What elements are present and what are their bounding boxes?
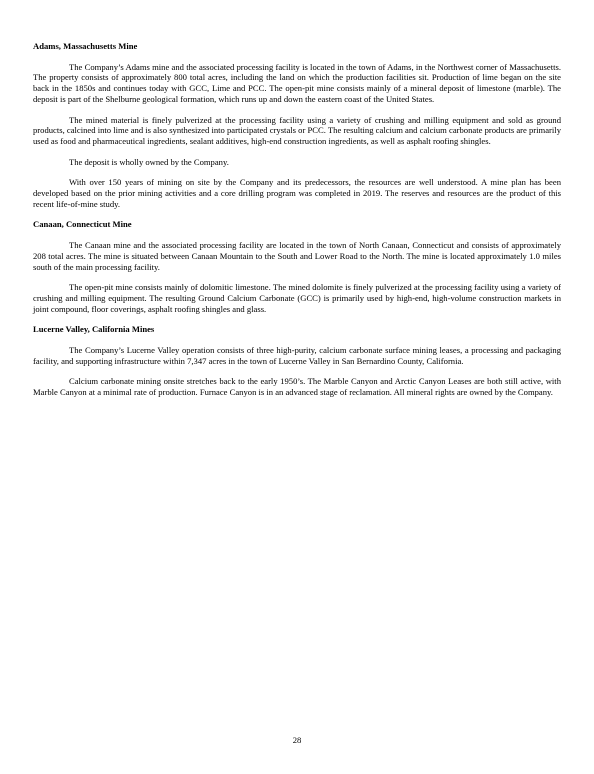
section-heading: Adams, Massachusetts Mine (33, 41, 138, 51)
page-number: 28 (292, 735, 302, 745)
section-heading: Canaan, Connecticut Mine (33, 219, 132, 230)
section-canaan-mine (33, 219, 561, 314)
section-adams-mine (33, 41, 561, 209)
paragraph: The Company’s Adams mine and the associated processing facility is located in the town of Adams, in the Northwest corner of Massachusetts. The property consists of approximately 800 total acres, including the land on which the production facilities sit. Production of lime began on the site back in the 1850s and continues today with GCC, Lime and PCC. The open-pit mine consists mainly of a mineral deposit of limestone (marble). The deposit is part of the Shelburne geological formation, which runs up and down the eastern coast of the United States. (33, 61, 561, 104)
paragraph: With over 150 years of mining on site by the Company and its predecessors, the resources are well understood. A mine plan has been developed based on the prior mining activities and a core drilling program was completed in 2019. The reserves and resources are the product of this recent life-of-mine study. (33, 177, 561, 209)
paragraph: The Company’s Lucerne Valley operation consists of three high-purity, calcium carbonate surface mining leases, a processing and packaging facility, and supporting infrastructure within 7,347 acres in the town of Lucerne Valley in San Bernardino County, California. (33, 345, 561, 366)
document-body (33, 41, 561, 408)
paragraph: The Canaan mine and the associated processing facility are located in the town of North Canaan, Connecticut and consists of approximately 208 total acres. The mine is situated between Canaan Mountain to the South and Lower Road to the North. The mine is located approximately 1.0 miles south of the main processing facility. (33, 240, 561, 272)
paragraph: The open-pit mine consists mainly of dolomitic limestone. The mined dolomite is finely pulverized at the processing facility using a variety of crushing and milling equipment. The resulting Ground Calcium Carbonate (GCC) is primarily used by high-end, high-volume construction markets in joint compound, floor coverings, asphalt roofing shingles and glass. (33, 282, 561, 314)
paragraph: Calcium carbonate mining onsite stretches back to the early 1950’s. The Marble Canyon and Arctic Canyon Leases are both still active, with Marble Canyon at a minimal rate of production. Furnace Canyon is in an advanced stage of reclamation. All mineral rights are owned by the Company. (33, 376, 561, 398)
paragraph: The mined material is finely pulverized at the processing facility using a variety of crushing and milling equipment and sold as ground products, calcined into lime and is also synthesized into participated crystals or PCC. The resulting calcium and calcium carbonate products are primarily used as food and pharmaceutical ingredients, sealant additives, high-end construction ingredients, as well as asphalt roofing shingles. (33, 114, 561, 146)
paragraph: The deposit is wholly owned by the Company. (69, 156, 229, 167)
section-heading: Lucerne Valley, California Mines (33, 324, 155, 335)
section-lucerne-valley-mines (33, 324, 561, 398)
